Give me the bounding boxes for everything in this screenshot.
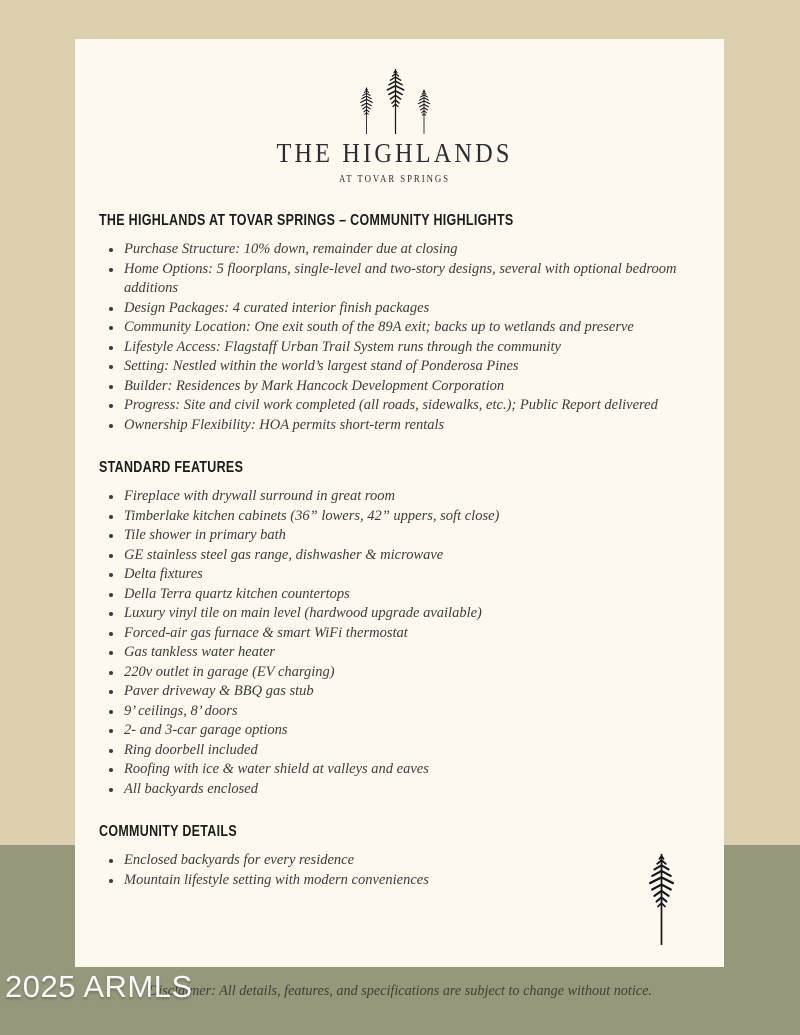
brand-logo — [99, 39, 690, 185]
list-item: • Roofing with ice & water shield at valleys and eaves — [123, 760, 690, 780]
pine-tree-icon — [415, 88, 433, 134]
section-community-highlights — [99, 212, 690, 435]
list-item: • Fireplace with drywall surround in great room — [123, 487, 690, 507]
section-heading: THE HIGHLANDS AT TOVAR SPRINGS – COMMUNITY HIGHLIGHTS — [99, 212, 514, 229]
list-item: • GE stainless steel gas range, dishwasher & microwave — [123, 546, 690, 566]
list-item: • Tile shower in primary bath — [123, 526, 690, 546]
list-item: • Design Packages: 4 curated interior finish packages — [123, 299, 690, 319]
list-item: • Setting: Nestled within the world’s largest stand of Ponderosa Pines — [123, 357, 690, 377]
list-item: • Home Options: 5 floorplans, single-level and two-story designs, several with optional bedroom additions — [123, 260, 690, 299]
list-item: • Luxury vinyl tile on main level (hardwood upgrade available) — [123, 604, 690, 624]
list-item: • Progress: Site and civil work completed (all roads, sidewalks, etc.); Public Report delivered — [123, 396, 690, 416]
list-item: • Della Terra quartz kitchen countertops — [123, 585, 690, 605]
pine-tree-icon — [645, 851, 678, 945]
list-item: • Timberlake kitchen cabinets (36” lowers, 42” uppers, soft close) — [123, 507, 690, 527]
list-item: • 220v outlet in garage (EV charging) — [123, 663, 690, 683]
list-item: • Delta fixtures — [123, 565, 690, 585]
document-page — [75, 39, 724, 967]
bullet-list — [99, 240, 690, 435]
list-item: • Paver driveway & BBQ gas stub — [123, 682, 690, 702]
disclaimer-text: Disclaimer: All details, features, and specifications are subject to change without notice. — [148, 983, 652, 999]
section-heading: STANDARD FEATURES — [99, 459, 244, 476]
armls-watermark: 2025 ARMLS — [5, 969, 193, 1004]
list-item: • Community Location: One exit south of the 89A exit; backs up to wetlands and preserve — [123, 318, 690, 338]
logo-title: THE HIGHLANDS — [276, 138, 513, 168]
section-community-details — [99, 823, 690, 890]
pine-tree-icon — [357, 86, 376, 134]
list-item: • 2- and 3-car garage options — [123, 721, 690, 741]
section-standard-features — [99, 459, 690, 799]
list-item: • Enclosed backyards for every residence — [123, 851, 690, 871]
list-item: • Lifestyle Access: Flagstaff Urban Trail System runs through the community — [123, 338, 690, 358]
bullet-list — [99, 487, 690, 799]
pine-tree-icon — [383, 67, 408, 134]
bullet-list — [99, 851, 690, 890]
logo-subtitle: AT TOVAR SPRINGS — [338, 174, 451, 185]
list-item: • Ring doorbell included — [123, 741, 690, 761]
list-item: • Ownership Flexibility: HOA permits short-term rentals — [123, 416, 690, 436]
list-item: • Mountain lifestyle setting with modern conveniences — [123, 871, 690, 891]
list-item: • 9’ ceilings, 8’ doors — [123, 702, 690, 722]
list-item: • Gas tankless water heater — [123, 643, 690, 663]
logo-trees — [99, 67, 690, 134]
list-item: • Builder: Residences by Mark Hancock Development Corporation — [123, 377, 690, 397]
list-item: • Purchase Structure: 10% down, remainder due at closing — [123, 240, 690, 260]
list-item: • All backyards enclosed — [123, 780, 690, 800]
list-item: • Forced-air gas furnace & smart WiFi thermostat — [123, 624, 690, 644]
section-heading: COMMUNITY DETAILS — [99, 823, 237, 840]
